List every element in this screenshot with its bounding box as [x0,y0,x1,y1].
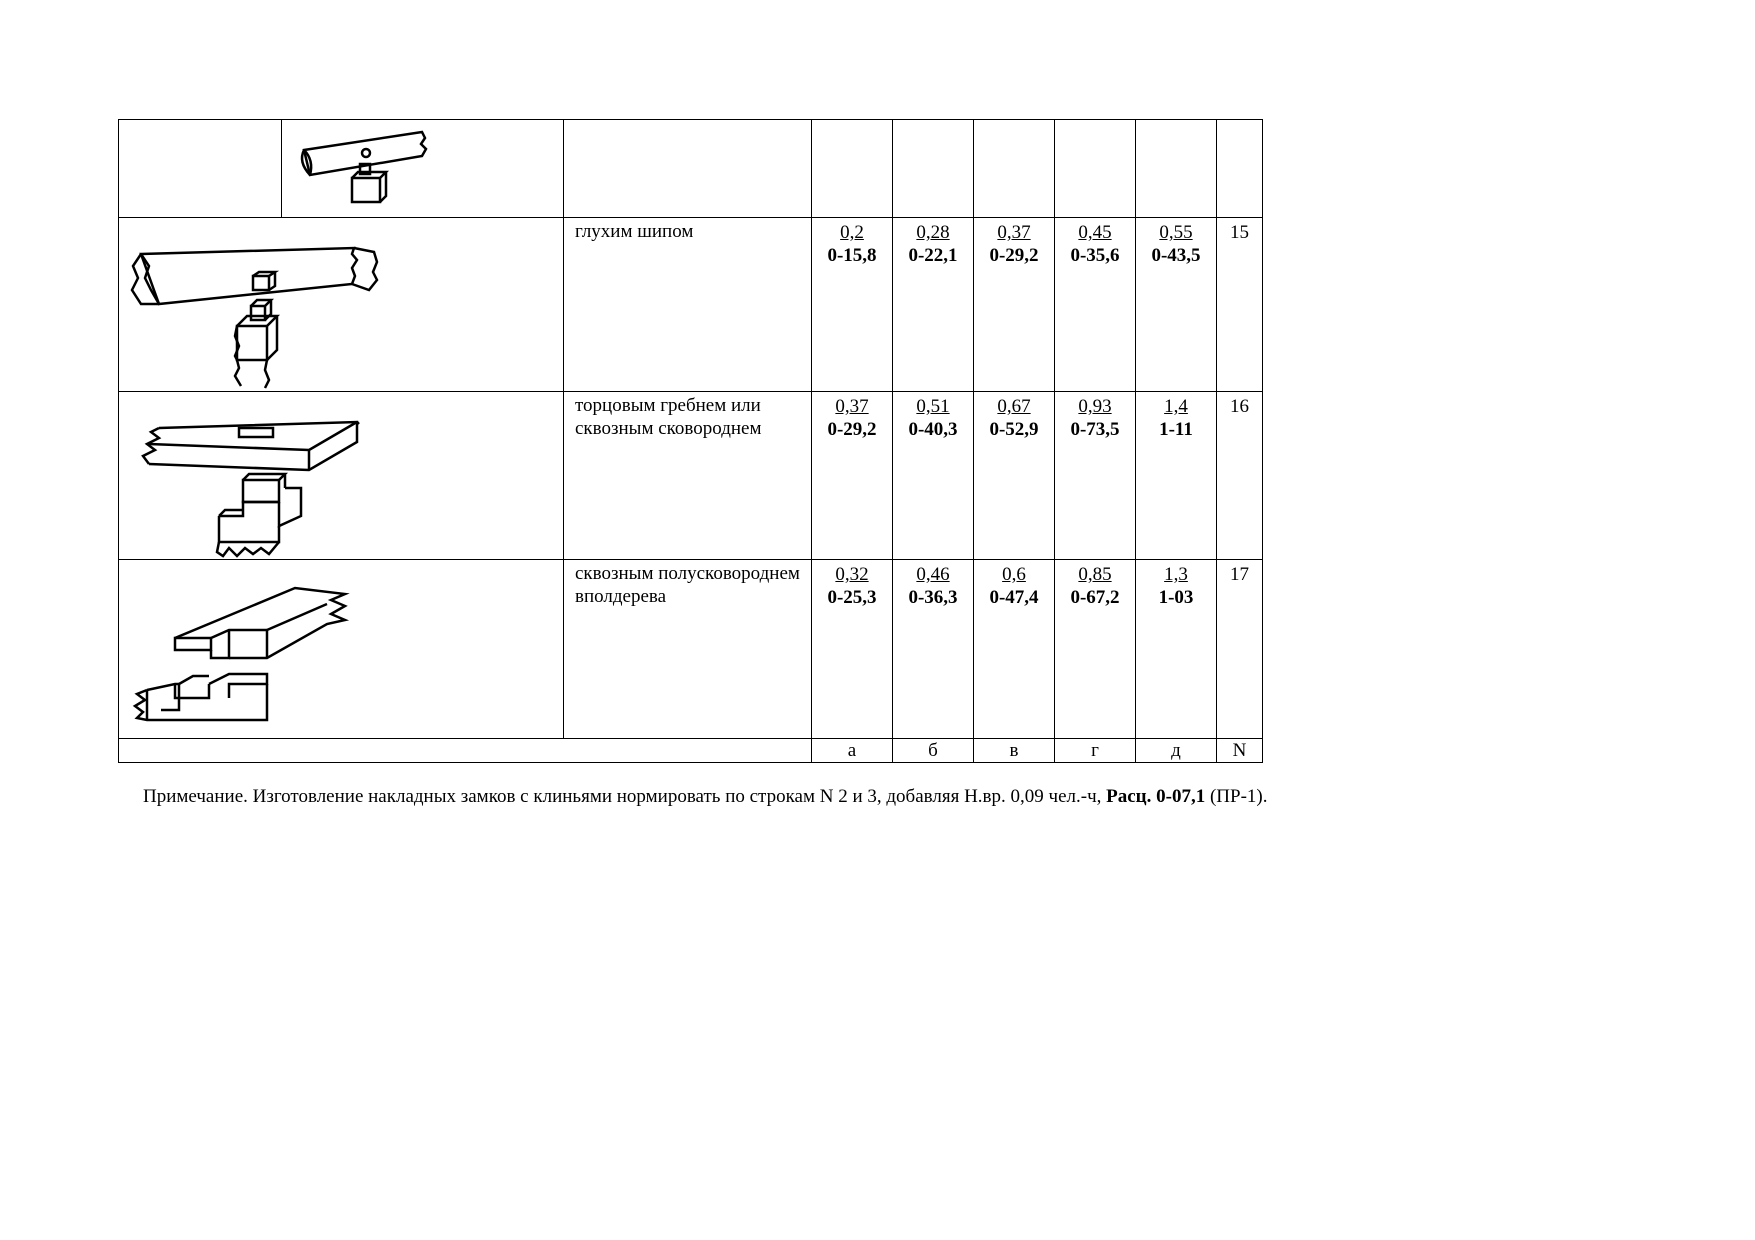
value-cell-a [812,218,893,392]
figure-cell [119,392,564,560]
table-row [119,218,1263,392]
description-cell: глухим шипом [564,218,812,392]
norm-table [118,119,1263,763]
time-norm: 0,93 [1078,396,1112,417]
column-letter-g: г [1055,739,1136,763]
rate: 0-40,3 [908,419,958,440]
rate: 0-43,5 [1151,245,1201,266]
rate: 0-29,2 [989,245,1039,266]
row-number: 15 [1217,218,1263,392]
rate: 0-25,3 [827,587,877,608]
table-row [119,120,1263,218]
rate: 1-03 [1158,587,1194,608]
footnote-rate: Расц. 0-07,1 [1106,786,1206,807]
time-norm: 1,4 [1164,396,1188,417]
rate: 0-73,5 [1070,419,1120,440]
rate: 0-35,6 [1070,245,1120,266]
footer-empty-cell [119,739,812,763]
row-number: 16 [1217,392,1263,560]
rate: 0-22,1 [908,245,958,266]
time-norm: 0,55 [1159,222,1193,243]
time-norm: 0,2 [840,222,864,243]
value-cell-g [1055,560,1136,739]
value-cell-b [893,120,974,218]
time-norm: 0,45 [1078,222,1112,243]
time-norm: 0,37 [997,222,1031,243]
time-norm: 0,6 [1002,564,1026,585]
figure-cell [119,218,564,392]
time-norm: 0,67 [997,396,1031,417]
value-cell-v [974,392,1055,560]
column-letter-v: в [974,739,1055,763]
time-norm: 0,37 [835,396,869,417]
table-row [119,392,1263,560]
rate: 0-29,2 [827,419,877,440]
value-cell-a [812,392,893,560]
value-cell-v [974,218,1055,392]
value-cell-b [893,392,974,560]
value-cell-d [1136,120,1217,218]
value-cell-a [812,120,893,218]
column-letter-b: б [893,739,974,763]
number-column-label: N [1217,739,1263,763]
footnote-suffix: (ПР-1). [1205,786,1268,807]
value-cell-d [1136,392,1217,560]
value-cell-d [1136,560,1217,739]
value-cell-a [812,560,893,739]
blind-tenon-joint-icon [119,218,559,392]
time-norm: 0,28 [916,222,950,243]
time-norm: 1,3 [1164,564,1188,585]
figure-cell [282,120,564,218]
rate: 0-15,8 [827,245,877,266]
round-log-with-tenon-block-icon [282,120,562,218]
value-cell-d [1136,218,1217,392]
footnote [143,786,1268,808]
value-cell-g [1055,218,1136,392]
row-number [1217,120,1263,218]
time-norm: 0,85 [1078,564,1112,585]
row-number: 17 [1217,560,1263,739]
column-letter-d: д [1136,739,1217,763]
value-cell-v [974,120,1055,218]
footnote-text: Примечание. Изготовление накладных замков с клиньями нормировать по строкам N 2 и 3, добавляя Н.вр. 0,09 чел.-ч, [143,786,1107,807]
description-cell: торцовым гребнем или сквозным сковороднем [564,392,812,560]
rate: 0-47,4 [989,587,1039,608]
value-cell-g [1055,120,1136,218]
table-row [119,560,1263,739]
description-cell: сквозным полусковороднем вполдерева [564,560,812,739]
value-cell-v [974,560,1055,739]
footer-row [119,739,1263,763]
column-letter-a: а [812,739,893,763]
description-cell [564,120,812,218]
rate: 0-67,2 [1070,587,1120,608]
value-cell-b [893,218,974,392]
empty-cell [119,120,282,218]
half-dovetail-half-lap-joint-icon [119,560,559,739]
time-norm: 0,46 [916,564,950,585]
figure-cell [119,560,564,739]
time-norm: 0,32 [835,564,869,585]
value-cell-g [1055,392,1136,560]
rate: 1-11 [1159,419,1193,440]
end-ridge-dovetail-joint-icon [119,392,559,560]
value-cell-b [893,560,974,739]
rate: 0-36,3 [908,587,958,608]
rate: 0-52,9 [989,419,1039,440]
time-norm: 0,51 [916,396,950,417]
